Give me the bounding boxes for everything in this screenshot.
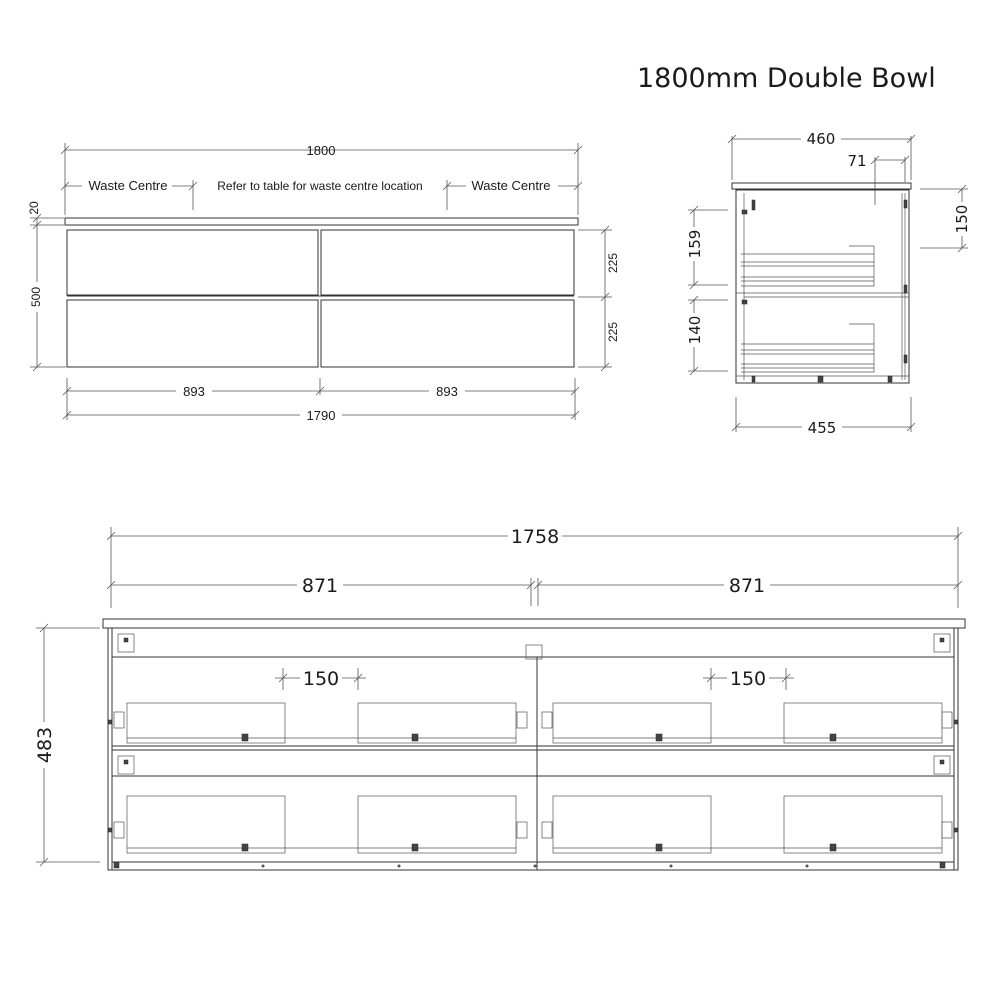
upper-drawers: [114, 703, 952, 743]
plan-view: [32, 524, 965, 870]
dim-label-460: 460: [806, 130, 836, 148]
dim-label-871-right: 871: [728, 575, 766, 597]
dim-label-893-right: 893: [436, 384, 458, 399]
lower-drawers: [114, 796, 952, 853]
dim-label-225-top: 225: [606, 252, 620, 274]
dim-label-500: 500: [29, 286, 43, 308]
hinge-brackets: [108, 634, 958, 868]
dim-label-1790: 1790: [306, 408, 336, 423]
drawer-bottom-right: [321, 300, 574, 367]
dim-label-140: 140: [686, 315, 704, 345]
plan-carcass: [108, 628, 958, 870]
dim-label-20: 20: [27, 201, 41, 215]
dim-label-893-left: 893: [183, 384, 205, 399]
dim-label-1758: 1758: [510, 526, 560, 548]
front-elevation: [27, 143, 620, 423]
dim-label-871-left: 871: [301, 575, 339, 597]
waste-centre-right-label: Waste Centre: [471, 178, 551, 193]
dim-label-483: 483: [34, 726, 56, 764]
dim-label-159: 159: [686, 229, 704, 259]
benchtop: [65, 218, 578, 225]
side-benchtop: [732, 183, 911, 189]
waste-note: Refer to table for waste centre location: [217, 179, 423, 193]
dim-label-455: 455: [807, 419, 837, 437]
dim-label-225-bottom: 225: [606, 321, 620, 343]
waste-centre-left-label: Waste Centre: [88, 178, 168, 193]
drawer-top-right: [321, 230, 574, 295]
drawing-title: 1800mm Double Bowl: [637, 63, 936, 94]
dim-label-150-side: 150: [953, 204, 971, 234]
plan-benchtop: [103, 619, 965, 628]
dim-label-150-left: 150: [302, 668, 340, 690]
dim-label-71: 71: [847, 152, 867, 170]
dim-label-150-right: 150: [729, 668, 767, 690]
drawer-bottom-left: [67, 300, 318, 367]
side-elevation: [684, 128, 972, 437]
drawer-top-left: [67, 230, 318, 295]
dim-label-1800: 1800: [306, 143, 336, 158]
